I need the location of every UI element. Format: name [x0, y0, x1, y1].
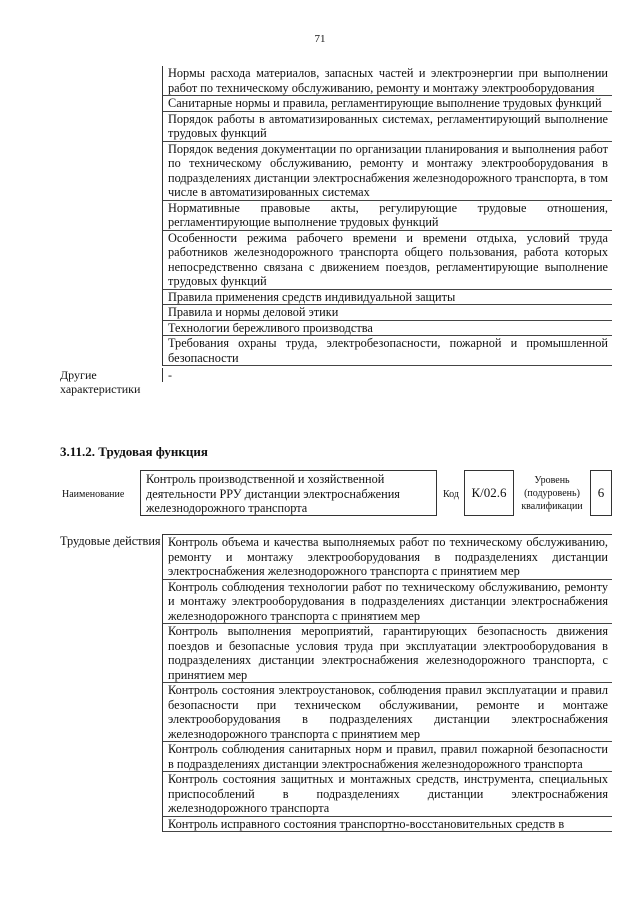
page-number: 71: [314, 33, 326, 45]
labor-actions-table: [60, 534, 612, 832]
knowledge-table: [60, 66, 612, 396]
knowledge-item: Нормы расхода материалов, запасных частей и электроэнергии при выполнении работ по техническому обслуживанию, ремонту и монтажу электрооборудования: [162, 66, 612, 96]
labor-action-item: Контроль состояния защитных и монтажных средств, инструмента, специальных приспособлений в подразделениях дистанции электроснабжения железнодорожного транспорта: [162, 772, 612, 817]
name-label: Наименование: [62, 489, 125, 500]
knowledge-item: Особенности режима рабочего времени и времени отдыха, условий труда работников железнодорожного транспорта общего пользования, работа которых непосредственно связана с движением поездов, регламентирующие выполнение трудовых функций: [162, 231, 612, 290]
level-label: Уровень (подуровень) квалификации: [521, 475, 583, 512]
labor-action-item: Контроль соблюдения санитарных норм и правил, правил пожарной безопасности в подразделениях дистанции электроснабжения железнодорожного транспорта: [162, 742, 612, 772]
labor-action-item: Контроль объема и качества выполняемых работ по техническому обслуживанию, ремонту и монтажу электрооборудования в подразделениях дистанции электроснабжения железнодорожного транспорта с принятием мер: [162, 535, 612, 580]
labor-action-item: Контроль исправного состояния транспортно-восстановительных средств в: [162, 817, 612, 833]
labor-actions-label: Трудовые действия: [60, 534, 161, 548]
knowledge-item: Требования охраны труда, электробезопасности, пожарной и промышленной безопасности: [162, 336, 612, 366]
knowledge-item: Технологии бережливого производства: [162, 321, 612, 337]
knowledge-item: Правила и нормы деловой этики: [162, 305, 612, 321]
labor-action-item: Контроль соблюдения технологии работ по техническому обслуживанию, ремонту и монтажу электрооборудования в подразделениях дистанции электроснабжения железнодорожного транспорта с принятием мер: [162, 580, 612, 625]
labor-action-item: Контроль состояния электроустановок, соблюдения правил эксплуатации и правил безопасности при техническом обслуживании, ремонте и монтаже электрооборудования в подразделениях дистанции электроснабжения железнодорожного транспорта с принятием мер: [162, 683, 612, 742]
labor-action-item: Контроль выполнения мероприятий, гарантирующих безопасность движения поездов и безопасные условия труда при эксплуатации электрооборудования в подразделениях дистанции электроснабжения железнодорожного транспорта, с принятием мер: [162, 624, 612, 683]
knowledge-item: Нормативные правовые акты, регулирующие трудовые отношения, регламентирующие выполнение трудовых функций: [162, 201, 612, 231]
other-characteristics-value: -: [162, 368, 612, 382]
section-heading: 3.11.2. Трудовая функция: [60, 444, 208, 459]
knowledge-item: Правила применения средств индивидуальной защиты: [162, 290, 612, 306]
function-name-box: Контроль производственной и хозяйственной деятельности РРУ дистанции электроснабжения железнодорожного транспорта: [140, 470, 437, 516]
other-characteristics-label: Другие характеристики: [60, 368, 141, 396]
knowledge-item: Порядок работы в автоматизированных системах, регламентирующий выполнение трудовых функций: [162, 112, 612, 142]
code-box: К/02.6: [464, 470, 514, 516]
knowledge-label-cell: [60, 66, 162, 366]
level-box: 6: [590, 470, 612, 516]
knowledge-item: Порядок ведения документации по организации планирования и выполнения работ по техническому обслуживанию, ремонту и монтажу электрооборудования в подразделениях дистанции электроснабжения железнодорожного транспорта, в том числе в автоматизированных системах: [162, 142, 612, 201]
knowledge-item: Санитарные нормы и правила, регламентирующие выполнение трудовых функций: [162, 96, 612, 112]
code-label: Код: [443, 489, 459, 500]
knowledge-list: [162, 66, 612, 366]
labor-actions-list: [162, 534, 612, 832]
